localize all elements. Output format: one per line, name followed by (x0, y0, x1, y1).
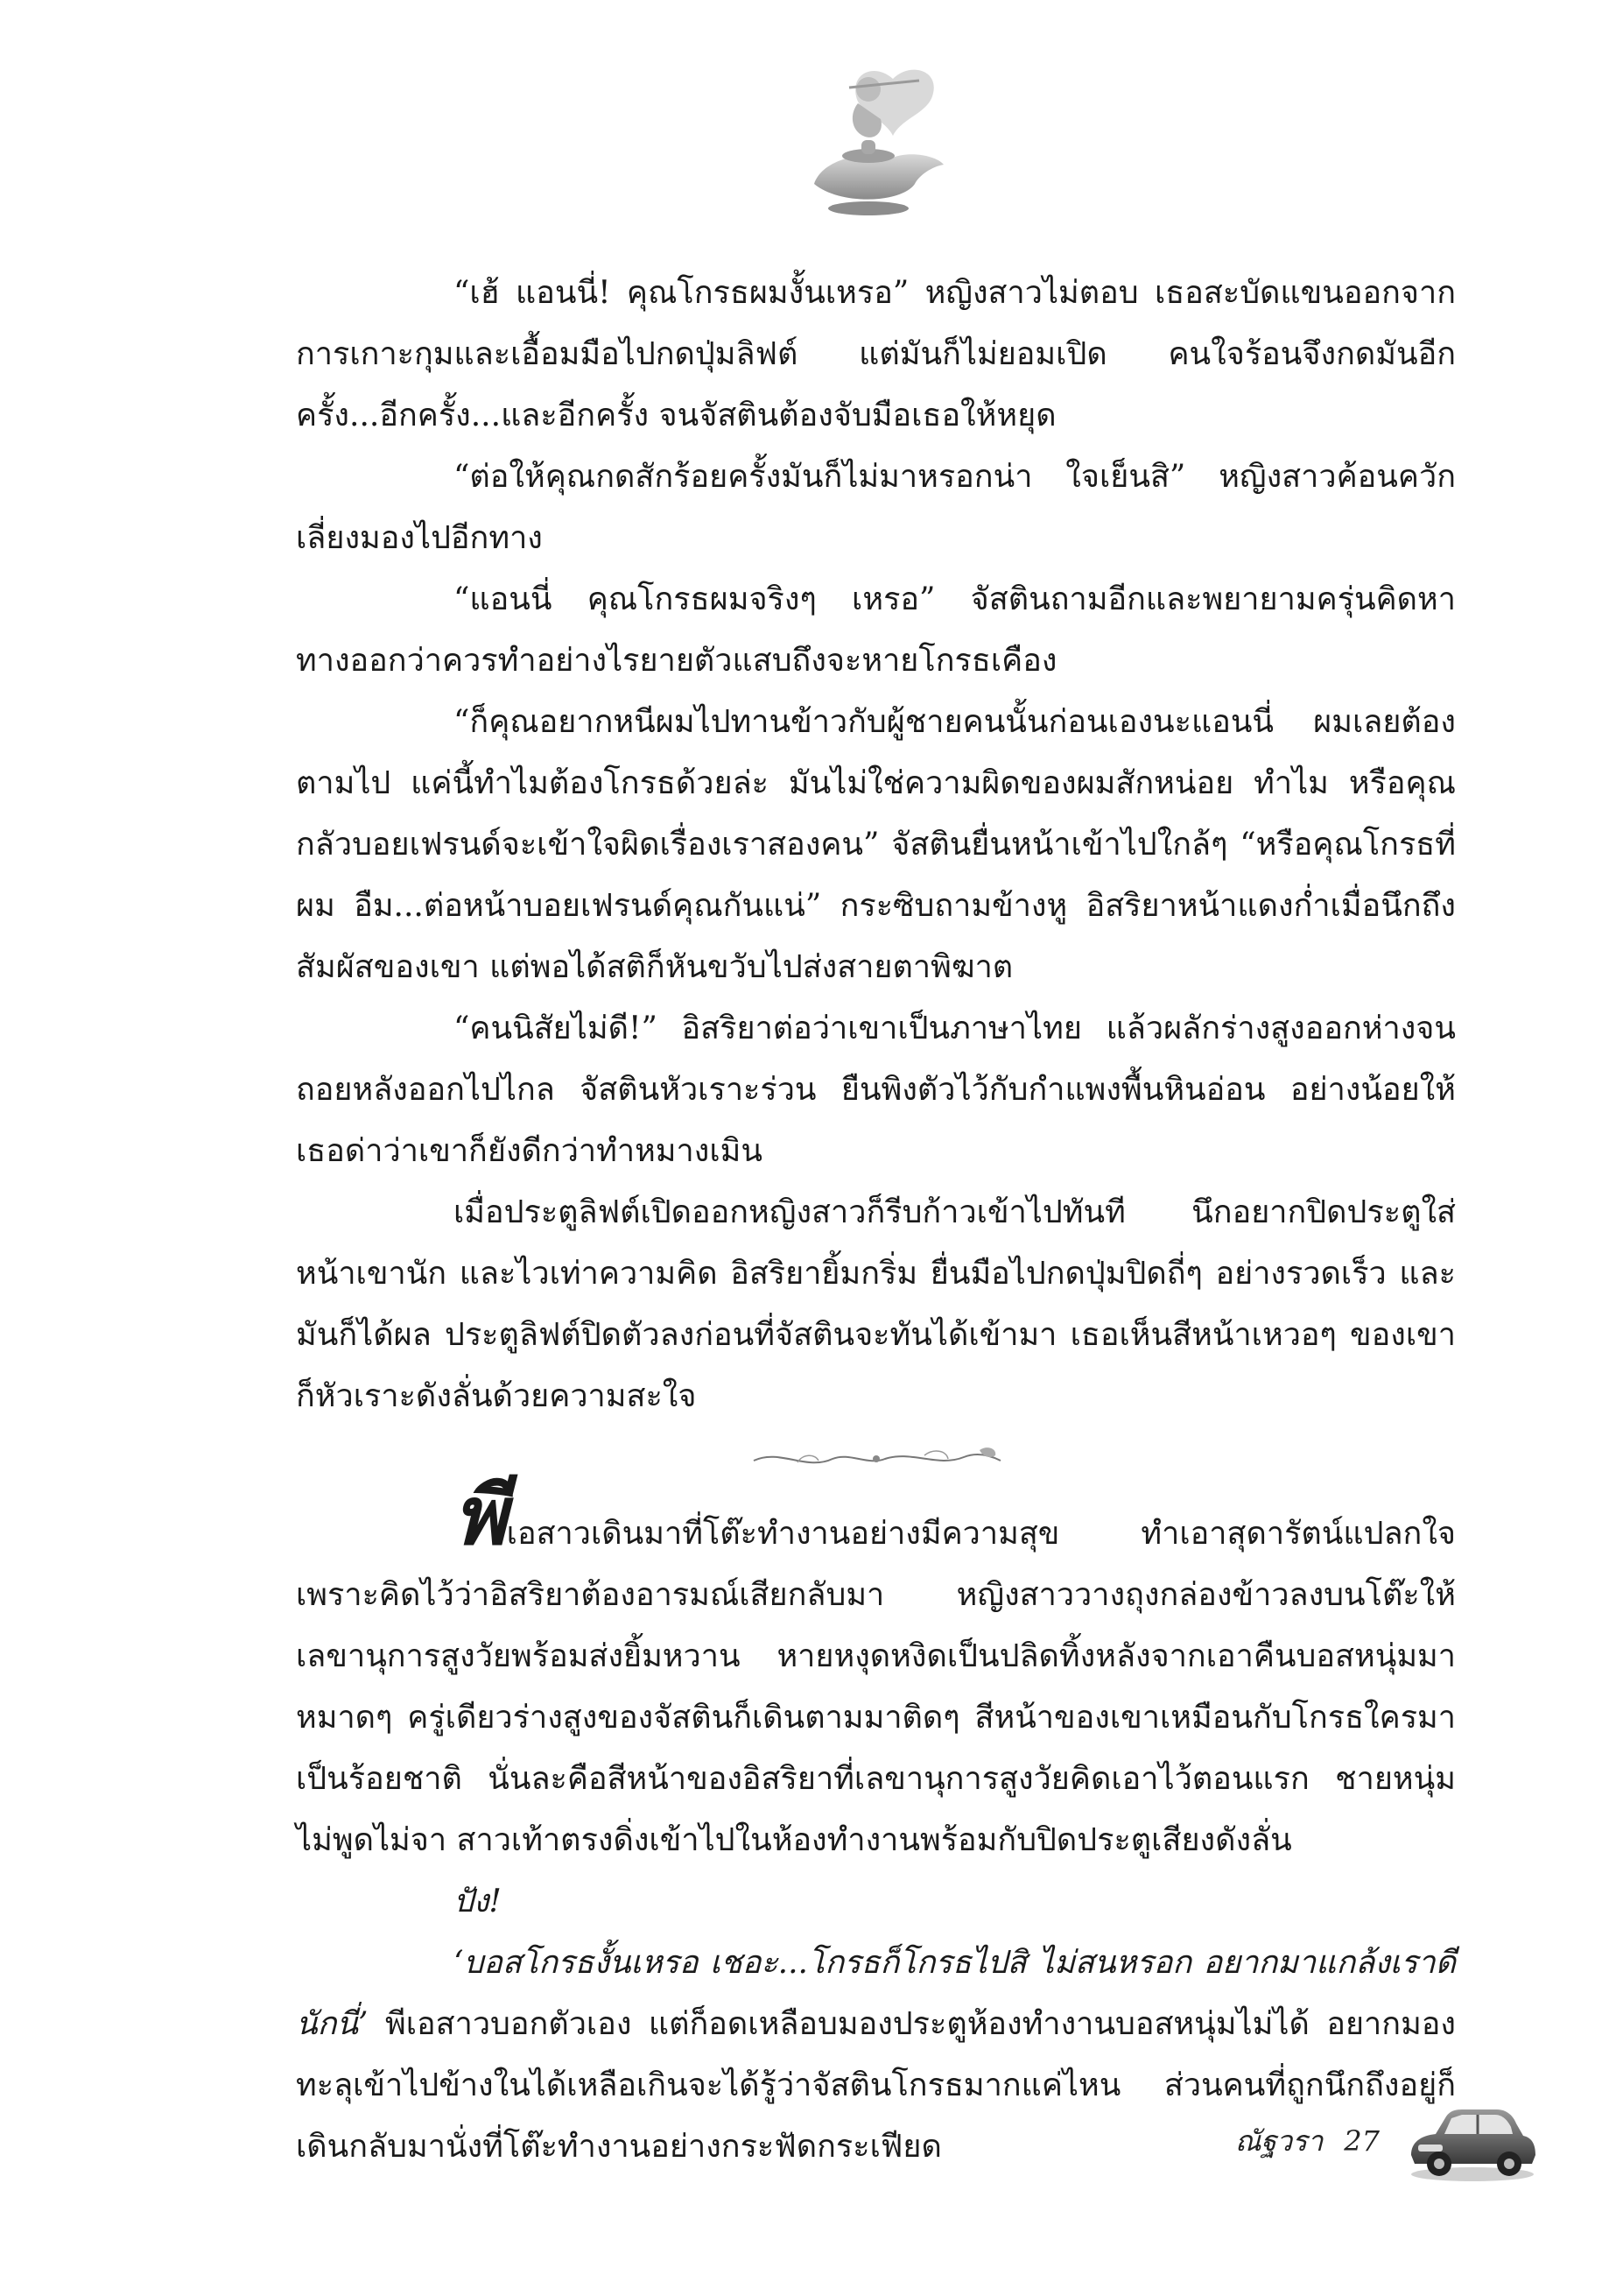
paragraph: “คนนิสัยไม่ดี!” อิสริยาต่อว่าเขาเป็นภาษาไทย แล้วผลักร่างสูงออกห่างจนถอยหลังออกไปไกล จัสตินหัวเราะร่วน ยืนพิงตัวไว้กับกำแพงพื้นหินอ่อน อย่างน้อยให้เธอด่าว่าเขาก็ยังดีกว่าทำหมางเมิน (296, 1011, 1456, 1169)
vintage-car-icon (1401, 2097, 1541, 2185)
inner-thought: ‘บอสโกรธงั้นเหรอ เชอะ...โกรธก็โกรธไปสิ ไม่สนหรอก อยากมาแกล้งเราดีนักนี่’ (296, 1945, 1456, 2042)
flourish-divider-icon (745, 1441, 1008, 1476)
paragraph: เมื่อประตูลิฟต์เปิดออกหญิงสาวก็รีบก้าวเข้าไปทันที นึกอยากปิดประตูใส่หน้าเขานัก และไวเท่าความคิด อิสริยายิ้มกริ่ม ยื่นมือไปกดปุ่มปิดถี่ๆ อย่างรวดเร็ว และมันก็ได้ผล ประตูลิฟต์ปิดตัวลงก่อนที่จัสตินจะทันได้เข้ามา เธอเห็นสีหน้าเหวอๆ ของเขาก็หัวเราะดังลั่นด้วยความสะใจ (296, 1194, 1456, 1414)
paragraph: “ก็คุณอยากหนีผมไปทานข้าวกับผู้ชายคนนั้นก่อนเองนะแอนนี่ ผมเลยต้องตามไป แค่นี้ทำไมต้องโกรธด้วยล่ะ มันไม่ใช่ความผิดของผมสักหน่อย ทำไม หรือคุณกลัวบอยเฟรนด์จะเข้าใจผิดเรื่องเราสองคน” จัสตินยื่นหน้าเข้าไปใกล้ๆ “หรือคุณโกรธที่ผม อืม...ต่อหน้าบอยเฟรนด์คุณกันแน่” กระซิบถามข้างหู อิสริยาหน้าแดงก่ำเมื่อนึกถึงสัมผัสของเขา แต่พอได้สติก็หันขวับไปส่งสายตาพิฆาต (296, 704, 1456, 985)
sound-effect: ปัง! (453, 1884, 502, 1919)
paragraph: “แอนนี่ คุณโกรธผมจริงๆ เหรอ” จัสตินถามอีกและพยายามครุ่นคิดหาทางออกว่าควรทำอย่างไรยายตัวแสบถึงจะหายโกรธเคือง (296, 581, 1456, 679)
genie-lamp-cupid-icon (788, 53, 963, 228)
paragraph: “ต่อให้คุณกดสักร้อยครั้งมันก็ไม่มาหรอกน่า ใจเย็นสิ” หญิงสาวค้อนควักเลี่ยงมองไปอีกทาง (296, 459, 1456, 556)
paragraph-rest: เอสาวเดินมาที่โต๊ะทำงานอย่างมีความสุข ทำเอาสุดารัตน์แปลกใจเพราะคิดไว้ว่าอิสริยาต้องอารมณ์เสียกลับมา หญิงสาววางถุงกล่องข้าวลงบนโต๊ะให้เลขานุการสูงวัยพร้อมส่งยิ้มหวาน หายหงุดหงิดเป็นปลิดทิ้งหลังจากเอาคืนบอสหนุ่มมาหมาดๆ ครู่เดียวร่างสูงของจัสตินก็เดินตามมาติดๆ สีหน้าของเขาเหมือนกับโกรธใครมาเป็นร้อยชาติ นั่นละคือสีหน้าของอิสริยาที่เลขานุการสูงวัยคิดเอาไว้ตอนแรก ชายหนุ่มไม่พูดไม่จา สาวเท้าตรงดิ่งเข้าไปในห้องทำงานพร้อมกับปิดประตูเสียงดังลั่น (296, 1516, 1456, 1858)
paragraph (296, 1469, 1456, 1871)
author-name: ณัฐวรา (1234, 2123, 1324, 2158)
paragraph: “เฮ้ แอนนี่! คุณโกรธผมงั้นเหรอ” หญิงสาวไม่ตอบ เธอสะบัดแขนออกจากการเกาะกุมและเอื้อมมือไปกดปุ่มลิฟต์ แต่มันก็ไม่ยอมเปิด คนใจร้อนจึงกดมันอีกครั้ง...อีกครั้ง...และอีกครั้ง จนจัสตินต้องจับมือเธอให้หยุด (296, 275, 1456, 433)
body-text (296, 263, 1456, 2178)
drop-cap: พี (453, 1469, 507, 1563)
page-number: 27 (1344, 2124, 1380, 2158)
paragraph-rest: พีเอสาวบอกตัวเอง แต่ก็อดเหลือบมองประตูห้องทำงานบอสหนุ่มไม่ได้ อยากมองทะลุเข้าไปข้างในได้เหลือเกินจะได้รู้ว่าจัสตินโกรธมากแค่ไหน ส่วนคนที่ถูกนึกถึงอยู่ก็เดินกลับมานั่งที่โต๊ะทำงานอย่างกระฟัดกระเฟียด (296, 2006, 1456, 2165)
page-footer (1138, 2093, 1541, 2189)
